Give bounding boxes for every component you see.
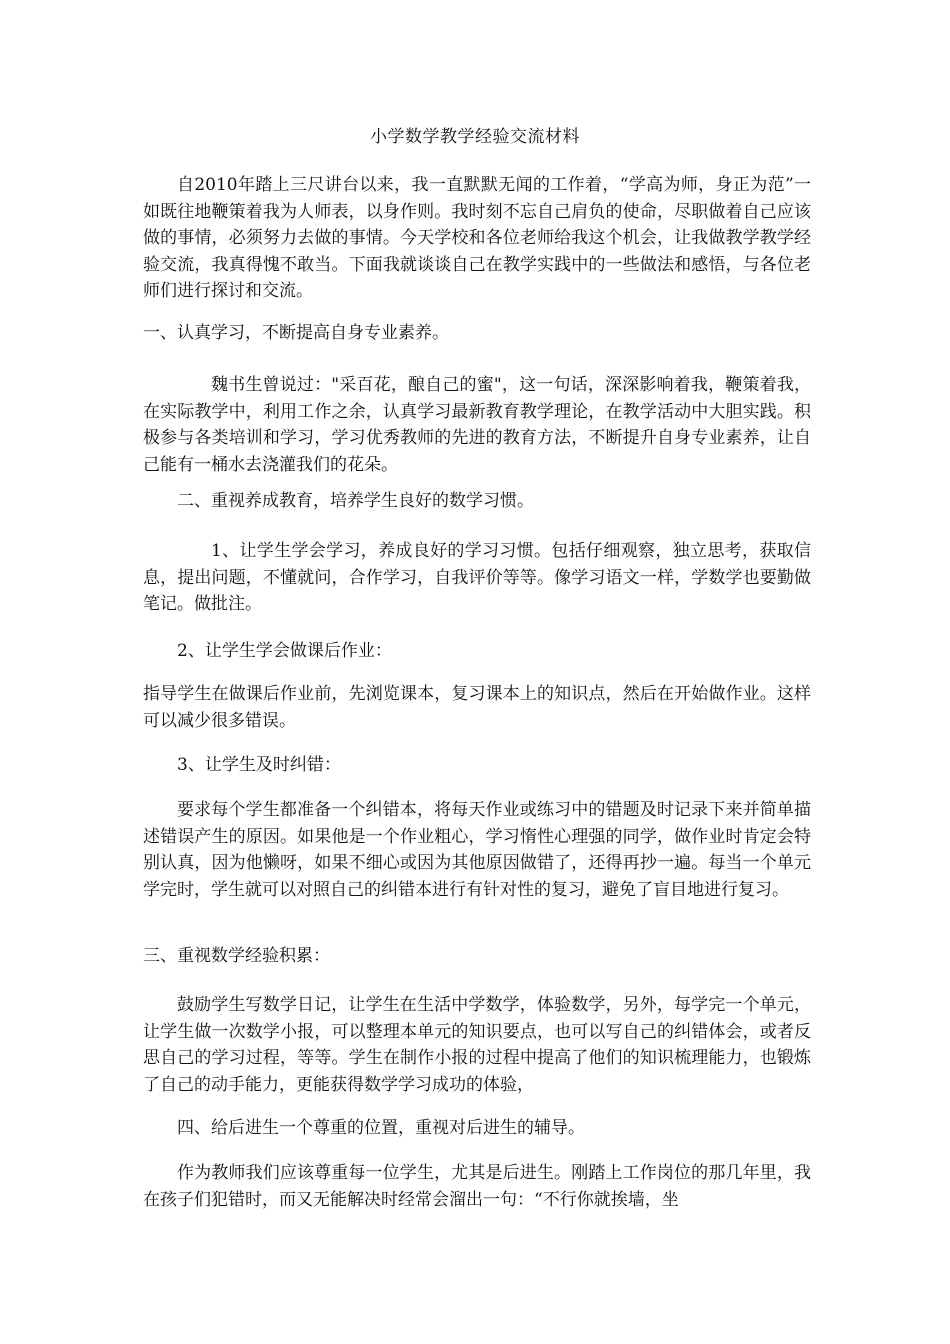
heading-section-3: 三、重视数学经验积累： [143, 946, 330, 966]
paragraph-section-1: 魏书生曾说过："采百花，酿自己的蜜"，这一句话，深深影响着我，鞭策着我，在实际教学中，利用工作之余，认真学习最新教育教学理论，在教学活动中大胆实践。积极参与各类培训和学习，学习优秀教师的先进的教育方法，不断提升自身专业素养，让自己能有一桶水去浇灌我们的花朵。 [143, 375, 811, 475]
paragraph-item-1: 1、让学生学会学习，养成良好的学习习惯。包括仔细观察，独立思考，获取信息，提出问题，不懂就问，合作学习，自我评价等等。像学习语文一样，学数学也要勤做笔记。做批注。 [143, 541, 811, 614]
heading-section-4: 四、给后进生一个尊重的位置，重视对后进生的辅导。 [177, 1118, 585, 1138]
paragraph-item-2: 指导学生在做课后作业前，先浏览课本，复习课本上的知识点，然后在开始做作业。这样可以减少很多错误。 [143, 684, 811, 731]
paragraph-intro: 自2010年踏上三尺讲台以来，我一直默默无闻的工作着，“学高为师，身正为范”一如既往地鞭策着我为人师表，以身作则。我时刻不忘自己肩负的使命，尽职做着自己应该做的事情，必须努力去做的事情。今天学校和各位老师给我这个机会，让我做教学教学经验交流，我真得愧不敢当。下面我就谈谈自己在教学实践中的一些做法和感悟，与各位老师们进行探讨和交流。 [143, 175, 811, 301]
paragraph-item-3: 要求每个学生都准备一个纠错本，将每天作业或练习中的错题及时记录下来并简单描述错误产生的原因。如果他是一个作业粗心，学习惰性心理强的同学，做作业时肯定会特别认真，因为他懒呀，如果不细心或因为其他原因做错了，还得再抄一遍。每当一个单元学完时，学生就可以对照自己的纠错本进行有针对性的复习，避免了盲目地进行复习。 [143, 800, 811, 900]
paragraph-section-3: 鼓励学生写数学日记，让学生在生活中学数学，体验数学，另外，每学完一个单元，让学生做一次数学小报，可以整理本单元的知识要点，也可以写自己的纠错体会，或者反思自己的学习过程，等等。学生在制作小报的过程中提高了他们的知识梳理能力，也锻炼了自己的动手能力，更能获得数学学习成功的体验， [143, 995, 811, 1095]
document-title: 小学数学教学经验交流材料 [370, 127, 580, 147]
paragraph-section-4: 作为教师我们应该尊重每一位学生，尤其是后进生。刚踏上工作岗位的那几年里，我在孩子们犯错时，而又无能解决时经常会溜出一句：“不行你就挨墙，坐 [143, 1163, 811, 1210]
heading-item-3: 3、让学生及时纠错： [177, 755, 341, 775]
heading-section-2: 二、重视养成教育，培养学生良好的数学习惯。 [177, 491, 534, 511]
heading-item-2: 2、让学生学会做课后作业： [177, 641, 392, 661]
heading-section-1: 一、认真学习，不断提高自身专业素养。 [143, 323, 449, 343]
